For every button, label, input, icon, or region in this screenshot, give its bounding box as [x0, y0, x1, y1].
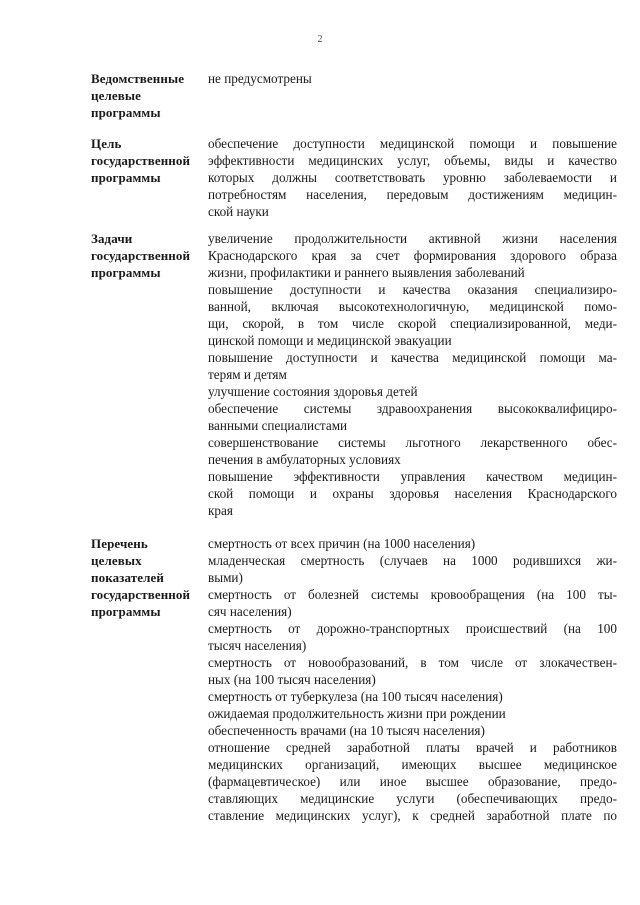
- content-line: цинской помощи и медицинской эвакуации: [208, 333, 452, 348]
- label-line: Цель: [91, 136, 122, 151]
- content-line: ставляющих медицинские услуги (обеспечивающих предо-: [208, 791, 617, 806]
- content-line: ванной, включая высокотехнологичную, медицинской помо-: [208, 299, 617, 314]
- label-line: целевые: [91, 88, 141, 103]
- content-line: улучшение состояния здоровья детей: [208, 384, 418, 399]
- content-line: увеличение продолжительности активной жизни населения: [208, 231, 617, 246]
- content-line: эффективности медицинских услуг, объемы, виды и качество: [208, 153, 617, 168]
- section-label: [91, 70, 208, 121]
- label-line: Перечень: [91, 536, 148, 551]
- section-content: [208, 230, 617, 519]
- content-line: отношение средней заработной платы врачей и работников: [208, 740, 617, 755]
- content-line: выми): [208, 570, 243, 585]
- content-line: обеспеченность врачами (на 10 тысяч населения): [208, 723, 485, 738]
- content-line: медицинских организаций, имеющих высшее медицинское: [208, 757, 617, 772]
- content-line: (фармацевтическое) или иное высшее образование, предо-: [208, 774, 617, 789]
- content-line: Краснодарского края за счет формирования здорового образа: [208, 248, 617, 263]
- content-line: ванными специалистами: [208, 418, 348, 433]
- section-label: [91, 135, 208, 220]
- label-line: программы: [91, 170, 161, 185]
- content-line: печения в амбулаторных условиях: [208, 452, 401, 467]
- label-line: программы: [91, 105, 161, 120]
- label-line: программы: [91, 265, 161, 280]
- content-line: тысяч населения): [208, 638, 307, 653]
- label-line: государственной: [91, 587, 191, 602]
- content-line: обеспечение доступности медицинской помощи и повышение: [208, 136, 617, 151]
- section-target-indicators: [91, 535, 617, 824]
- content-line: потребностям населения, передовым достижениям медицин-: [208, 187, 617, 202]
- label-line: государственной: [91, 248, 191, 263]
- content-line: ской помощи и охраны здоровья населения Краснодарского: [208, 486, 617, 501]
- label-line: Ведомственные: [91, 71, 185, 86]
- content-line: повышение доступности и качества оказания специализиро-: [208, 282, 617, 297]
- content-line: терям и детям: [208, 367, 287, 382]
- content-line: повышение эффективности управления качеством медицин-: [208, 469, 617, 484]
- content-line: смертность от туберкулеза (на 100 тысяч населения): [208, 689, 503, 704]
- content-line: которых должны соответствовать уровню заболеваемости и: [208, 170, 617, 185]
- content-line: ской науки: [208, 204, 269, 219]
- label-line: программы: [91, 604, 161, 619]
- content-line: ожидаемая продолжительность жизни при рождении: [208, 706, 506, 721]
- content-line: края: [208, 503, 233, 518]
- label-line: показателей: [91, 570, 164, 585]
- content-line: совершенствование системы льготного лекарственного обес-: [208, 435, 617, 450]
- content-line: смертность от дорожно-транспортных происшествий (на 100: [208, 621, 617, 636]
- section-program-goal: [91, 135, 617, 220]
- section-content: [208, 70, 617, 121]
- content-line: ных (на 100 тысяч населения): [208, 672, 376, 687]
- content-line: сяч населения): [208, 604, 292, 619]
- content-line: жизни, профилактики и раннего выявления заболеваний: [208, 265, 525, 280]
- section-program-tasks: [91, 230, 617, 519]
- section-label: [91, 535, 208, 824]
- label-line: Задачи: [91, 231, 133, 246]
- page-number: 2: [317, 34, 323, 45]
- label-line: целевых: [91, 553, 142, 568]
- content-line: смертность от новообразований, в том числе от злокачествен-: [208, 655, 617, 670]
- section-label: [91, 230, 208, 519]
- content-line: повышение доступности и качества медицинской помощи ма-: [208, 350, 617, 365]
- label-line: государственной: [91, 153, 191, 168]
- content-line: щи, скорой, в том числе скорой специализированной, меди-: [208, 316, 617, 331]
- content-line: младенческая смертность (случаев на 1000 родившихся жи-: [208, 553, 617, 568]
- content-line: ставление медицинских услуг), к средней заработной плате по: [208, 808, 617, 823]
- section-departmental-programs: [91, 70, 617, 121]
- section-content: [208, 135, 617, 220]
- content-line: обеспечение системы здравоохранения высококвалифициро-: [208, 401, 617, 416]
- section-content: [208, 535, 617, 824]
- content-line: смертность от всех причин (на 1000 населения): [208, 536, 476, 551]
- content-line: не предусмотрены: [208, 71, 312, 86]
- content-line: смертность от болезней системы кровообращения (на 100 ты-: [208, 587, 617, 602]
